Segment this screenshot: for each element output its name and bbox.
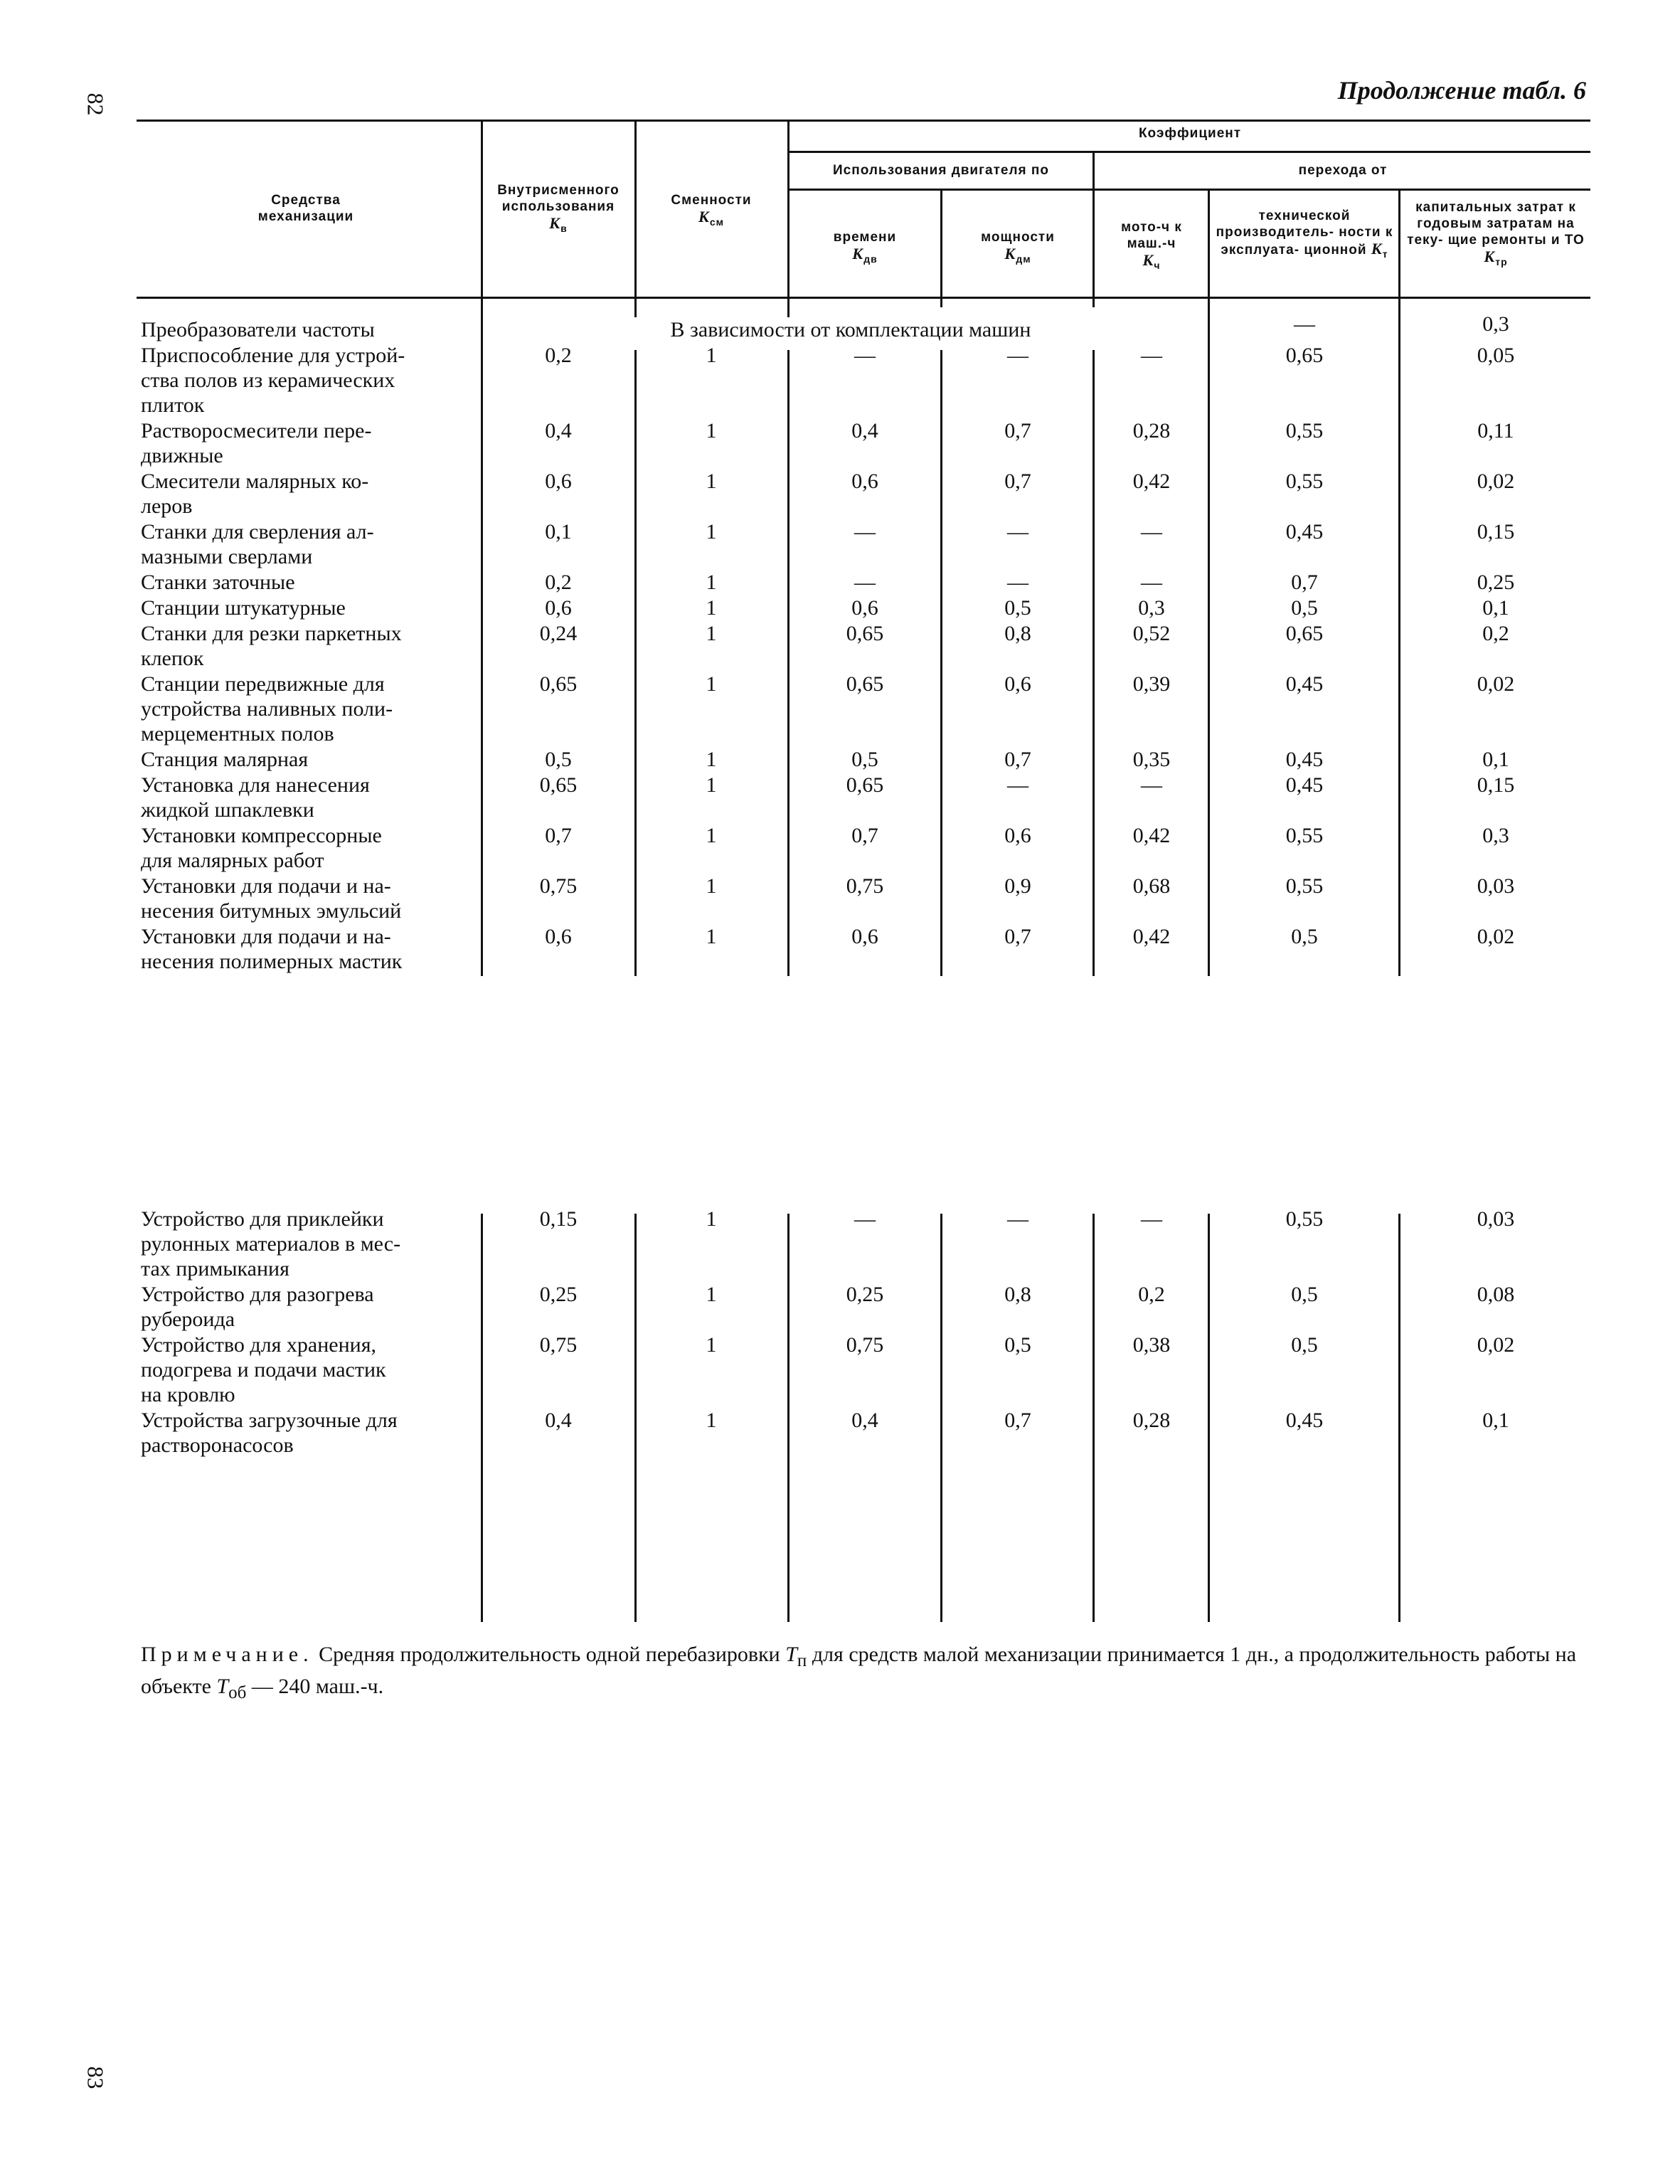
header-col-divider [940,189,942,307]
row-name [141,1207,469,1281]
cell-kdm: 0,6 [1004,824,1031,847]
row-name-line: рулонных материалов в мес- [141,1232,401,1256]
row-name [141,570,469,595]
cell-kch: — [1141,520,1162,544]
row-name [141,773,469,822]
row-name-line: Станки для резки паркетных [141,622,402,645]
cell-kch: 0,39 [1132,672,1171,696]
cell-kv: 0,2 [545,571,572,594]
row-name [141,621,469,671]
kdm-symbol: К [1004,245,1016,263]
header-kch [1100,219,1203,274]
row-name [141,823,469,873]
header-ksm-label: Сменности [671,193,752,208]
cell-kdv: 0,7 [851,824,878,847]
col-divider [634,350,637,976]
cell-kv: 0,25 [539,1283,578,1306]
page-number-bottom: 83 [83,2066,109,2089]
cell-ksm: 1 [706,419,717,442]
cell-ksm: 1 [706,1333,717,1357]
header-col-divider [1398,189,1400,307]
row-name-line: Станции штукатурные [141,596,346,620]
header-col-divider [1208,189,1210,307]
cell-kv: 0,7 [545,824,572,847]
row-name-line: Станки для сверления ал- [141,520,374,544]
cell-kdm: 0,6 [1004,672,1031,696]
header-col-divider [787,120,790,307]
header-kdm [943,229,1092,267]
kdv-symbol: К [852,245,864,263]
row-name-line: устройства наливных поли- [141,697,393,721]
cell-ksm: 1 [706,470,717,493]
row-name [141,469,469,519]
cell-kdm: 0,7 [1004,748,1031,771]
row-name [141,924,469,974]
cell-kv: 0,65 [539,672,578,696]
row-name-line: растворонасосов [141,1433,294,1457]
row-name [141,1332,469,1407]
cell-ksm: 1 [706,773,717,797]
row-name [141,1282,469,1332]
row-name-line: Станки заточные [141,571,295,594]
cell-kt: 0,5 [1291,1283,1318,1306]
cell-kdv: 0,75 [846,874,884,898]
note-text-1: Средняя продолжительность одной перебазировки [313,1643,786,1666]
col-divider [1398,1214,1400,1622]
cell-kdm: 0,8 [1004,1283,1031,1306]
row-name-line: ства полов из керамических [141,369,395,392]
cell-ktr: 0,1 [1482,748,1509,771]
cell-ktr: 0,3 [1482,824,1509,847]
ktr-sub: тр [1495,255,1508,267]
cell-kdm: 0,9 [1004,874,1031,898]
row-name [141,595,469,620]
cell-kdv: — [854,520,876,544]
cell-kv: 0,6 [545,470,572,493]
cell-kch: 0,38 [1132,1333,1171,1357]
row-name [141,343,469,418]
cell-kdv: — [854,1207,876,1231]
note-text-2: для средств малой механизации принимается 1 дн., а продолжительность работы на объекте [141,1643,1577,1698]
cell-kt: 0,45 [1285,1409,1324,1432]
cell-kch: 0,42 [1132,925,1171,948]
cell-kdv: 0,5 [851,748,878,771]
row-name [141,519,469,569]
cell-kch: — [1141,1207,1162,1231]
header-kv [484,182,633,237]
cell-kv: 0,65 [539,773,578,797]
cell-ksm: 1 [706,622,717,645]
kdm-sub: дм [1016,253,1031,265]
col-divider [481,307,483,976]
cell-kdv: 0,65 [846,773,884,797]
row-name-line: несения полимерных мастик [141,950,403,973]
header-ksm [637,192,785,230]
row-name-line: тах примыкания [141,1257,289,1281]
cell-ksm: 1 [706,571,717,594]
cell-ktr: 0,15 [1477,520,1515,544]
table-note [141,1642,1592,1706]
cell-kv: 0,75 [539,874,578,898]
row-name [141,418,469,468]
row-name-line: Установки компрессорные [141,824,382,847]
cell-kdv: 0,6 [851,925,878,948]
col-divider [1208,307,1210,976]
tob-symbol: Т [216,1675,229,1698]
row-name [141,672,469,746]
cell-kdm: 0,5 [1004,596,1031,620]
cell-ktr: 0,03 [1477,1207,1515,1231]
header-col-divider [481,120,483,307]
row-name-line: рубероида [141,1308,235,1331]
header-kt-label: технической производитель- ности к эксплуата- ционной [1216,208,1393,258]
cell-ktr: 0,08 [1477,1283,1515,1306]
row-name-line: мазными сверлами [141,545,313,568]
tp-symbol: Т [785,1643,797,1666]
row-name-line: для малярных работ [141,849,324,872]
cell-kt: 0,45 [1285,748,1324,771]
cell-ksm: 1 [706,824,717,847]
cell-ktr: 0,3 [1482,312,1509,336]
header-bottom-rule [137,297,1590,299]
cell-kdv: 0,4 [851,1409,878,1432]
ktr-symbol: К [1484,248,1496,265]
header-kt [1211,208,1398,263]
page-number-top: 82 [83,92,109,116]
kv-symbol: К [549,214,561,232]
header-kv-label: Внутрисменного использования [497,183,620,214]
cell-ksm: 1 [706,1207,717,1231]
header-ktr-label: капитальных затрат к годовым затратам на теку- щие ремонты и ТО [1407,200,1585,248]
header-kch-label: мото-ч к маш.-ч [1121,220,1182,251]
continuation-title: Продолжение табл. 6 [1337,76,1586,105]
row-name-line: на кровлю [141,1383,235,1406]
row-name-line: подогрева и подачи мастик [141,1358,386,1382]
tp-sub: п [797,1651,807,1670]
cell-ktr: 0,02 [1477,925,1515,948]
cell-kdv: — [854,344,876,367]
cell-kdv: 0,4 [851,419,878,442]
row-name-line: Приспособление для устрой- [141,344,405,367]
cell-kch: 0,35 [1132,748,1171,771]
header-col-divider [634,120,637,307]
cell-ksm: 1 [706,874,717,898]
cell-kdv: 0,25 [846,1283,884,1306]
kch-symbol: К [1142,251,1154,269]
row-name-line: Установки для подачи и на- [141,925,391,948]
cell-kdm: 0,7 [1004,419,1031,442]
cell-kv: 0,2 [545,344,572,367]
cell-kch: 0,52 [1132,622,1171,645]
cell-kch: — [1141,571,1162,594]
header-ktr [1401,199,1590,270]
cell-kv: 0,4 [545,1409,572,1432]
cell-ktr: 0,1 [1482,1409,1509,1432]
cell-kt: 0,65 [1285,622,1324,645]
col-divider [1092,350,1095,976]
cell-kdm: — [1007,1207,1028,1231]
header-kdv [790,229,940,267]
cell-kt: 0,45 [1285,672,1324,696]
row-name-line: несения битумных эмульсий [141,899,402,923]
col-divider [481,1214,483,1622]
cell-kdv: — [854,571,876,594]
cell-kdv: 0,65 [846,622,884,645]
header-kdv-label: времени [833,230,897,245]
row-name-line: Преобразователи частоты [141,318,375,341]
header-means: Средства механизации [257,193,354,224]
kt-sub: т [1382,248,1388,260]
cell-kt: 0,55 [1285,419,1324,442]
row-name [141,747,469,772]
cell-ksm: 1 [706,1409,717,1432]
cell-ksm: 1 [706,672,717,696]
kv-sub: в [560,222,568,234]
cell-kdm: — [1007,344,1028,367]
header-coef: Коэффициент [1138,126,1242,141]
cell-ksm: 1 [706,520,717,544]
cell-kdm: 0,7 [1004,925,1031,948]
row-name-line: Устройство для разогрева [141,1283,374,1306]
row-name-line: леров [141,494,193,518]
note-text-3: — 240 маш.-ч. [246,1675,384,1698]
cell-kch: 0,42 [1132,824,1171,847]
cell-kdv: 0,75 [846,1333,884,1357]
col-divider [940,350,942,976]
ksm-symbol: К [698,208,710,226]
cell-kdm: 0,8 [1004,622,1031,645]
cell-kv: 0,6 [545,596,572,620]
cell-kch: 0,28 [1132,419,1171,442]
cell-ksm: 1 [706,1283,717,1306]
cell-ktr: 0,2 [1482,622,1509,645]
cell-ksm: 1 [706,344,717,367]
row-name-line: Установки для подачи и на- [141,874,391,898]
row-name-line: Станция малярная [141,748,309,771]
row-name-line: Станции передвижные для [141,672,385,696]
row-name-line: движные [141,444,223,467]
cell-kt: 0,55 [1285,470,1324,493]
cell-ktr: 0,02 [1477,1333,1515,1357]
col-divider [940,1214,942,1622]
cell-kv: 0,1 [545,520,572,544]
row-name-line: Устройства загрузочные для [141,1409,398,1432]
kdv-sub: дв [863,253,878,265]
col-divider [1092,1214,1095,1622]
cell-kt: 0,5 [1291,1333,1318,1357]
cell-kdm: — [1007,520,1028,544]
cell-ktr: 0,25 [1477,571,1515,594]
cell-ksm: 1 [706,596,717,620]
cell-kt: — [1294,312,1315,336]
cell-kdv: 0,65 [846,672,884,696]
cell-kt: 0,45 [1285,773,1324,797]
col-divider [1398,307,1400,976]
cell-kdm: 0,7 [1004,470,1031,493]
cell-kv: 0,5 [545,748,572,771]
cell-kt: 0,55 [1285,824,1324,847]
cell-ksm: 1 [706,748,717,771]
cell-kch: 0,42 [1132,470,1171,493]
cell-kdm: 0,5 [1004,1333,1031,1357]
row-name-line: Устройство для хранения, [141,1333,376,1357]
cell-kch: — [1141,773,1162,797]
cell-kch: 0,2 [1138,1283,1165,1306]
cell-kch: 0,68 [1132,874,1171,898]
cell-kdm: 0,7 [1004,1409,1031,1432]
cell-kt: 0,5 [1291,925,1318,948]
cell-ktr: 0,11 [1477,419,1514,442]
tob-sub: об [228,1683,247,1702]
cell-kt: 0,5 [1291,596,1318,620]
row-name-line: плиток [141,393,205,417]
kt-symbol: К [1371,240,1383,258]
cell-kdv: 0,6 [851,470,878,493]
row-name-line: Устройство для приклейки [141,1207,384,1231]
col-divider [634,1214,637,1622]
cell-kv: 0,75 [539,1333,578,1357]
header-kdm-label: мощности [981,230,1055,245]
row-name-line: Установка для нанесения [141,773,370,797]
header-transition: перехода от [1298,163,1388,178]
cell-kt: 0,7 [1291,571,1318,594]
cell-ktr: 0,1 [1482,596,1509,620]
cell-ktr: 0,02 [1477,672,1515,696]
cell-kv: 0,6 [545,925,572,948]
header-top-rule [137,120,1590,122]
row-name-line: мерцементных полов [141,722,334,746]
cell-kch: 0,28 [1132,1409,1171,1432]
merged-cell: В зависимости от комплектации машин [602,317,1100,342]
cell-ksm: 1 [706,925,717,948]
cell-kv: 0,24 [539,622,578,645]
row-name [141,874,469,923]
row-name-line: Растворосмесители пере- [141,419,372,442]
cell-kch: 0,3 [1138,596,1165,620]
cell-kt: 0,55 [1285,874,1324,898]
cell-kv: 0,15 [539,1207,578,1231]
ksm-sub: см [709,216,725,228]
col-divider [1208,1214,1210,1622]
cell-kv: 0,4 [545,419,572,442]
cell-kt: 0,45 [1285,520,1324,544]
cell-kdm: — [1007,571,1028,594]
cell-kt: 0,65 [1285,344,1324,367]
cell-kt: 0,55 [1285,1207,1324,1231]
kch-sub: ч [1154,259,1161,271]
coef-sub-rule [787,151,1590,153]
cell-kdv: 0,6 [851,596,878,620]
cell-ktr: 0,05 [1477,344,1515,367]
group-sub-rule [787,189,1590,191]
cell-kch: — [1141,344,1162,367]
row-name [141,1408,469,1458]
note-label: Примечание. [141,1643,314,1666]
cell-ktr: 0,03 [1477,874,1515,898]
row-name [141,317,469,342]
header-motor-use: Использования двигателя по [833,163,1049,178]
cell-ktr: 0,15 [1477,773,1515,797]
row-name-line: жидкой шпаклевки [141,798,314,822]
cell-kdm: — [1007,773,1028,797]
header-col-divider [1092,151,1095,307]
row-name-line: клепок [141,647,204,670]
row-name-line: Смесители малярных ко- [141,470,369,493]
cell-ktr: 0,02 [1477,470,1515,493]
